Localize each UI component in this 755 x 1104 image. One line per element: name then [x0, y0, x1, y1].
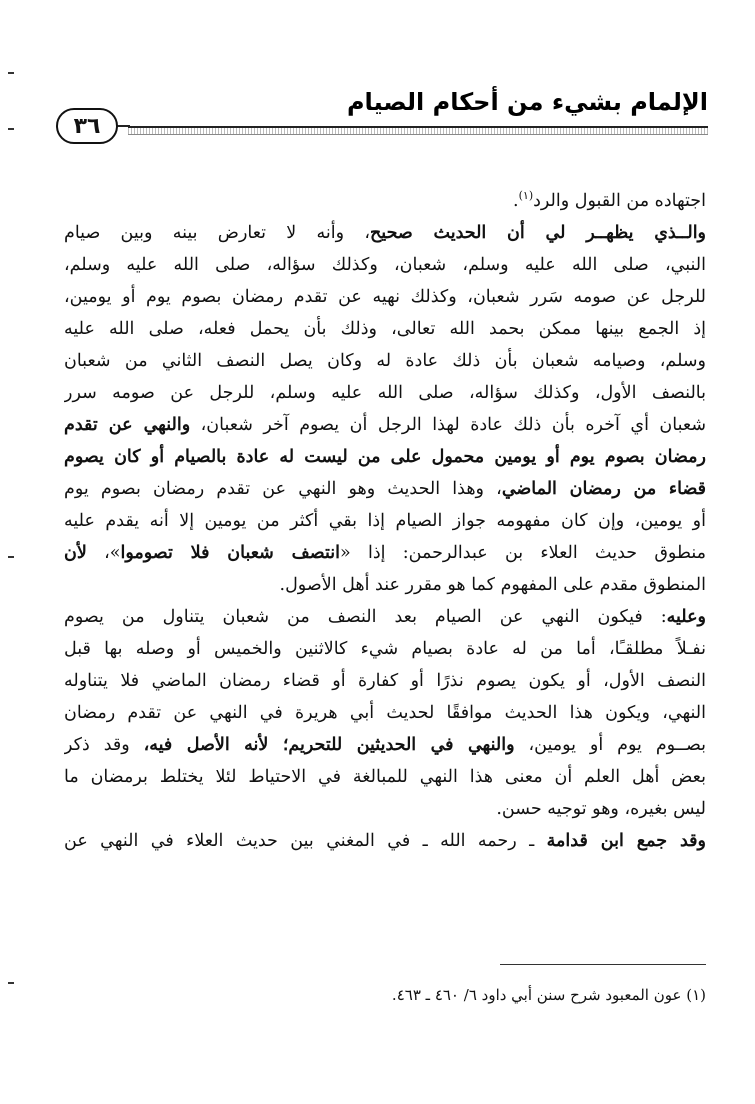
footnote-ref: (١): [518, 189, 534, 202]
footnote-rule: [500, 964, 706, 965]
margin-mark: [8, 556, 14, 558]
header-rule: [128, 126, 708, 135]
text-line: والــذي يظهــر لي أن الحديث صحيح، وأنه لا تعارض بينه وبين صيام: [64, 222, 706, 243]
margin-mark: [8, 128, 14, 130]
margin-mark: [8, 982, 14, 984]
page-number-tail: [116, 125, 130, 127]
text-line: منطوق حديث العلاء بن عبدالرحمن: إذا «انتصف شعبان فلا تصوموا»، لأن: [64, 542, 706, 563]
body-text: [64, 180, 706, 857]
footnote: (١) عون المعبود شرح سنن أبي داود ٦/ ٤٦٠ ـ ٤٦٣.: [391, 986, 706, 1004]
margin-mark: [8, 72, 14, 74]
text-line: أو يومين، وإن كان مفهومه جواز الصيام إذا بقي أكثر من يومين إلا أنه يقدم عليه: [64, 510, 706, 531]
text-line: إذ الجمع بينها ممكن بحمد الله تعالى، وذلك بأن يحمل فعله، صلى الله عليه: [64, 318, 706, 339]
text-line: بالنصف الأول، وكذلك سؤاله، صلى الله عليه وسلم، للرجل عن صومه سرر: [64, 382, 706, 403]
text-line: المنطوق مقدم على المفهوم كما هو مقرر عند أهل الأصول.: [279, 574, 706, 595]
text-line: شعبان أي آخره بأن ذلك عادة لهذا الرجل أن يصوم آخر شعبان، والنهي عن تقدم: [64, 414, 706, 435]
text-line: ليس بغيره، وهو توجيه حسن.: [496, 798, 706, 819]
text-line: النصف الأول، أو يكون يصوم نذرًا أو كفارة أو قضاء رمضان الماضي فلا يتناوله: [64, 670, 706, 691]
text-line: قضاء من رمضان الماضي، وهذا الحديث وهو النهي عن تقدم رمضان بصوم يوم: [64, 478, 706, 499]
page-header: [48, 84, 708, 144]
text-line: وقد جمع ابن قدامة ـ رحمه الله ـ في المغني بين حديث العلاء في النهي عن: [64, 830, 706, 851]
text-line: رمضان بصوم يوم أو يومين محمول على من ليست له عادة بالصيام أو كان يصوم: [64, 446, 706, 467]
text-line: بصــوم يوم أو يومين، والنهي في الحديثين للتحريم؛ لأنه الأصل فيه، وقد ذكر: [64, 734, 706, 755]
text-line: النبي، صلى الله عليه وسلم، شعبان، وكذلك سؤاله، صلى الله عليه وسلم،: [64, 254, 706, 275]
text-line: اجتهاده من القبول والرد$^{(١)}$.: [513, 189, 706, 211]
page-number: ٣٦: [56, 108, 118, 144]
text-line: نفـلاً مطلقـًا، أما من له عادة بصيام شيء كالاثنين والخميس أو وصله بها قبل: [64, 638, 706, 659]
text-line: وعليه: فيكون النهي عن الصيام بعد النصف من شعبان يتناول من يصوم: [64, 606, 706, 627]
text-line: للرجل عن صومه سَرر شعبان، وكذلك نهيه عن تقدم رمضان بصوم يوم أو يومين،: [64, 286, 706, 307]
text-line: بعض أهل العلم أن معنى هذا النهي للمبالغة في الاحتياط لئلا يختلط برمضان ما: [64, 766, 706, 787]
text-line: وسلم، وصيامه شعبان بأن ذلك عادة له وكان يصل النصف الثاني من شعبان: [64, 350, 706, 371]
text-line: النهي، ويكون هذا الحديث موافقًا لحديث أبي هريرة في النهي عن تقدم رمضان: [64, 702, 706, 723]
running-title: الإلمام بشيء من أحكام الصيام: [346, 88, 708, 116]
